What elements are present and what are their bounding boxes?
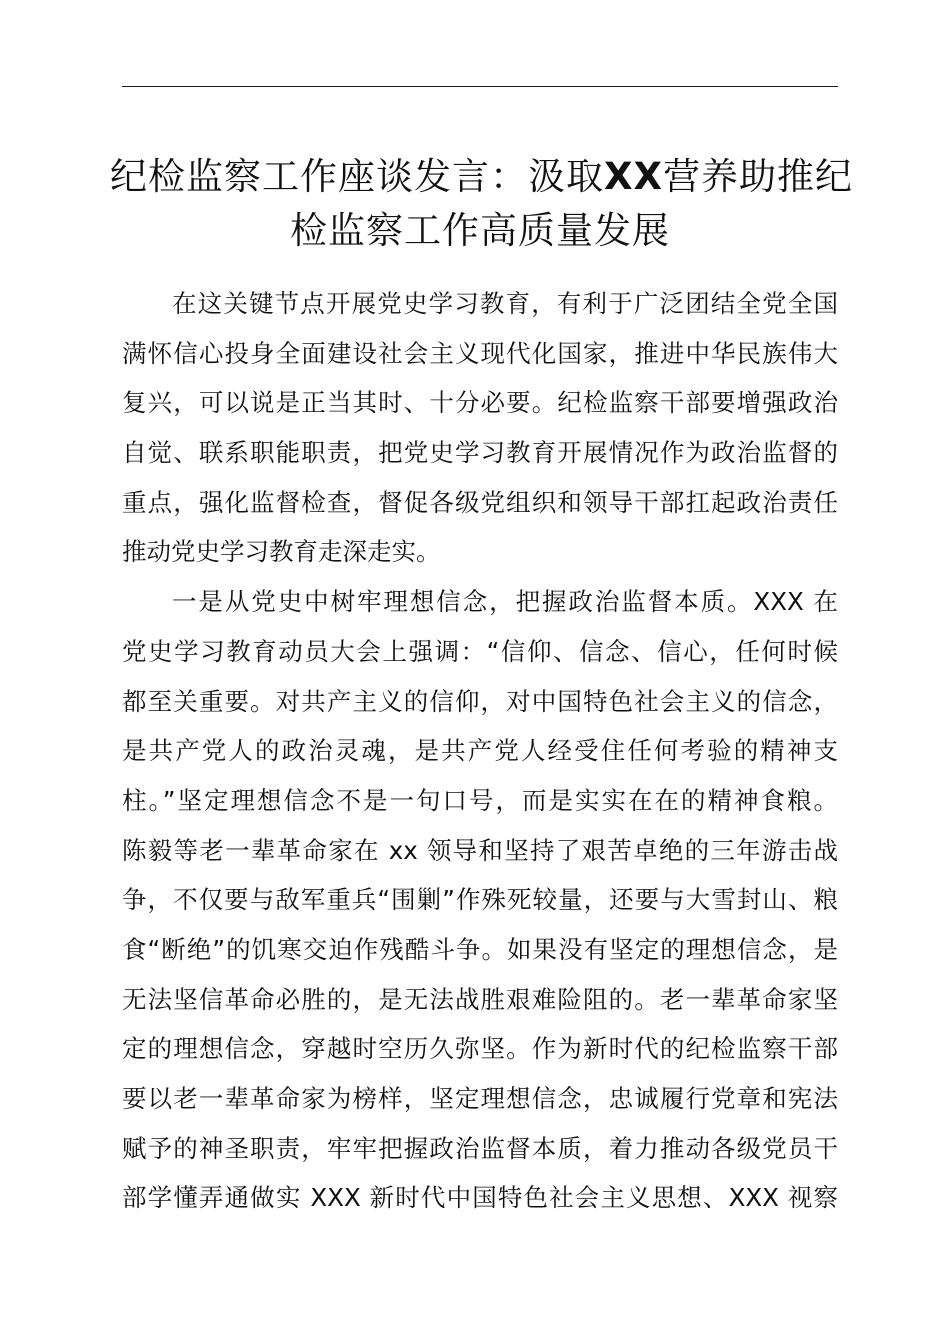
paragraph-line: 柱。”坚定理想信念不是一句口号，而是实实在在的精神食粮。 <box>122 785 838 815</box>
paragraph-line: 争，不仅要与敌军重兵“围剿”作殊死较量，还要与大雪封山、粮 <box>122 885 838 915</box>
paragraph-line: 部学懂弄通做实 XXX 新时代中国特色社会主义思想、XXX 视察 <box>122 1183 838 1213</box>
paragraph-line: 赋予的神圣职责，牢牢把握政治监督本质，着力推动各级党员干 <box>122 1133 838 1163</box>
paragraph-line: 自觉、联系职能职责，把党史学习教育开展情况作为政治监督的 <box>122 438 838 468</box>
header-rule <box>122 86 838 87</box>
title-part-1: 纪检监察工作座谈发言：汲取 <box>110 155 604 198</box>
paragraph-line: 陈毅等老一辈革命家在 xx 领导和坚持了艰苦卓绝的三年游击战 <box>122 835 838 865</box>
paragraph-line: 食“断绝”的饥寒交迫作残酷斗争。如果没有坚定的理想信念，是 <box>122 934 838 964</box>
title-part-2: 营养助推纪 <box>663 155 854 198</box>
paragraph-line: 是共产党人的政治灵魂，是共产党人经受住任何考验的精神支 <box>122 736 838 766</box>
paragraph-line: 满怀信心投身全面建设社会主义现代化国家，推进中华民族伟大 <box>122 338 838 368</box>
title-line-2: 检监察工作高质量发展 <box>290 209 670 252</box>
document-body <box>122 279 838 1223</box>
paragraph-line: 要以老一辈革命家为榜样，坚定理想信念，忠诚履行党章和宪法 <box>122 1084 838 1113</box>
paragraph-line: 推动党史学习教育走深走实。 <box>122 537 441 567</box>
document-title <box>110 150 854 258</box>
title-line-1 <box>110 150 854 204</box>
title-part-xx: XX <box>604 155 664 198</box>
paragraph-line: 复兴，可以说是正当其时、十分必要。纪检监察干部要增强政治 <box>122 388 838 418</box>
paragraph-line: 都至关重要。对共产主义的信仰，对中国特色社会主义的信念， <box>122 686 838 716</box>
paragraph-line: 无法坚信革命必胜的，是无法战胜艰难险阻的。老一辈革命家坚 <box>122 984 838 1014</box>
paragraph-line: 在这关键节点开展党史学习教育，有利于广泛团结全党全国 <box>172 289 838 318</box>
paragraph <box>122 577 838 1223</box>
paragraph-line: 重点，强化监督检查，督促各级党组织和领导干部扛起政治责任 <box>122 487 838 517</box>
paragraph-line: 党史学习教育动员大会上强调：“信仰、信念、信心，任何时候 <box>122 636 838 666</box>
paragraph-line: 定的理想信念，穿越时空历久弥坚。作为新时代的纪检监察干部 <box>122 1034 838 1064</box>
paragraph <box>122 279 838 577</box>
paragraph-line: 一是从党史中树牢理想信念，把握政治监督本质。XXX 在 <box>172 587 838 617</box>
